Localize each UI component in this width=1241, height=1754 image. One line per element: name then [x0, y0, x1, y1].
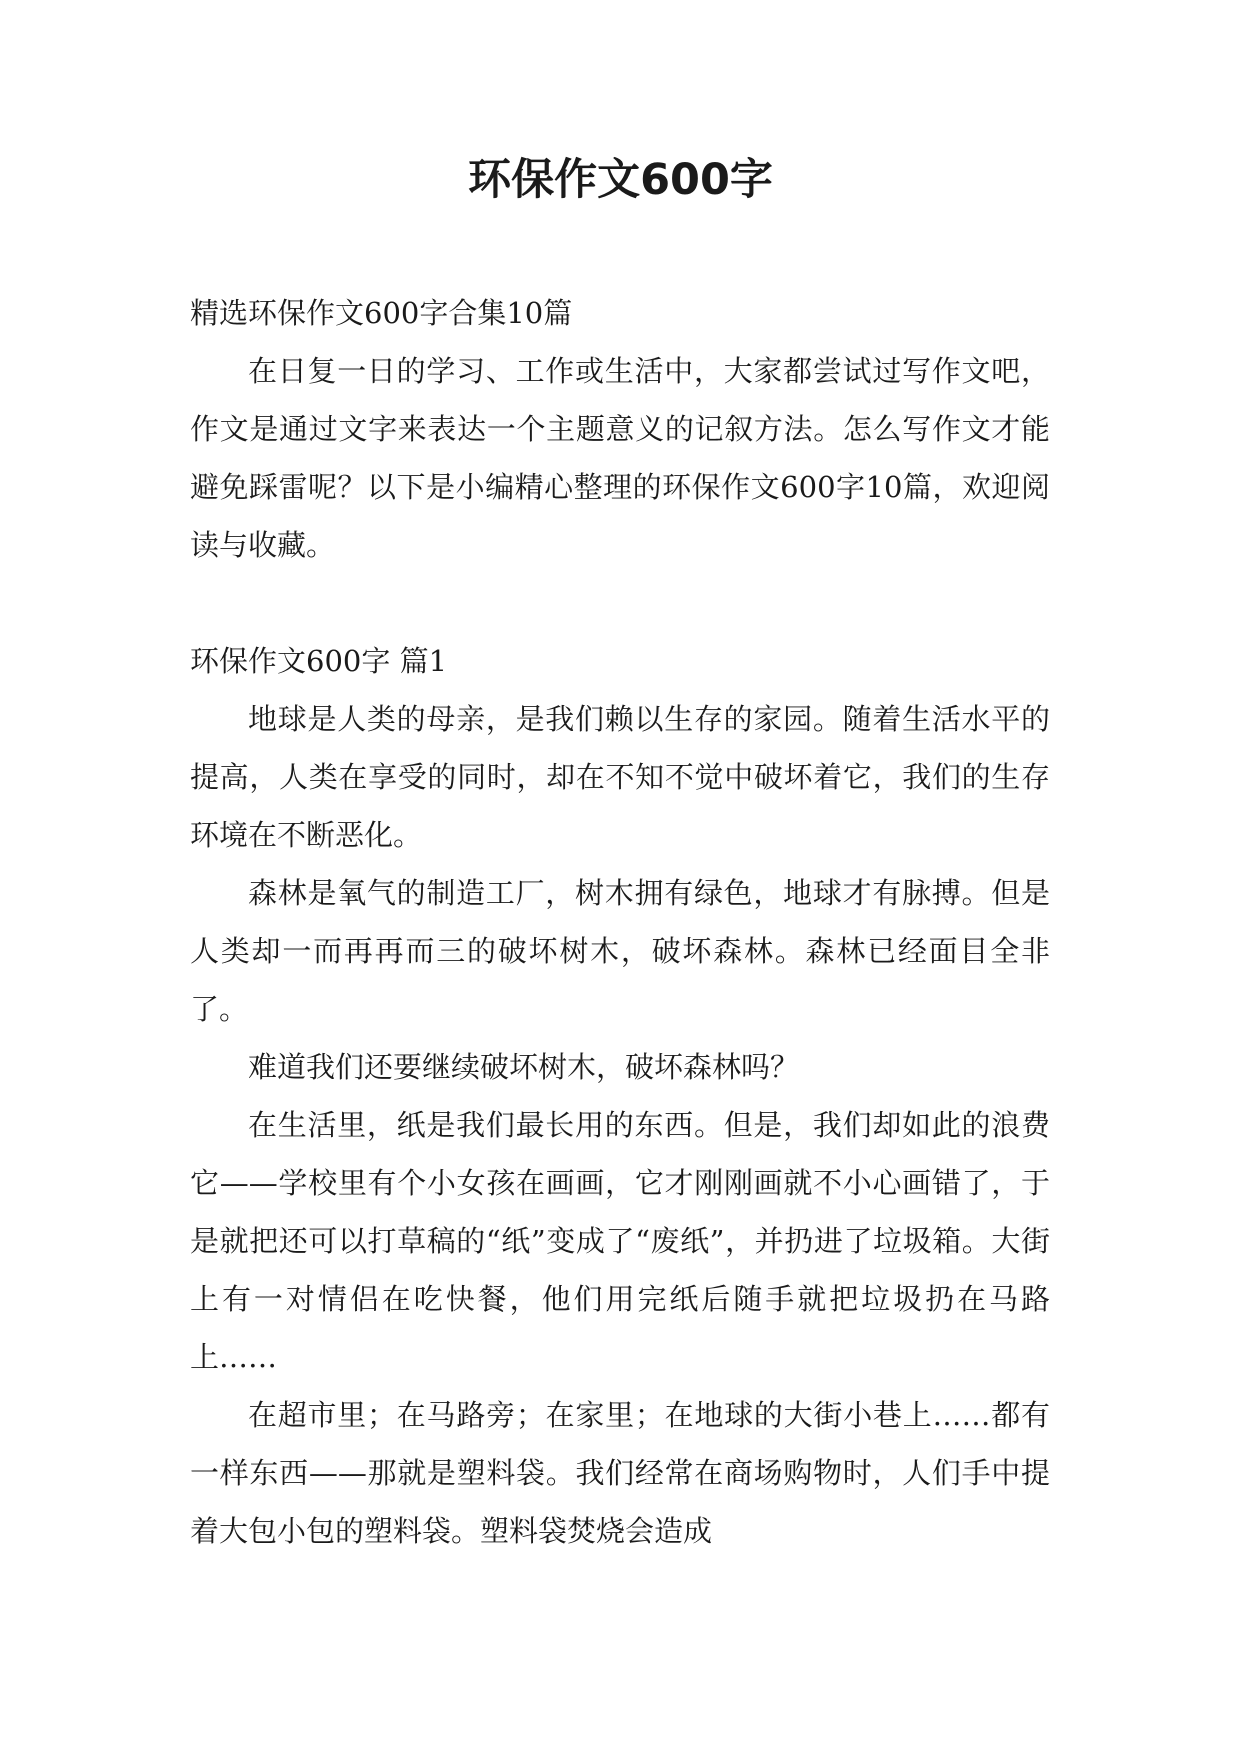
document-title: 环保作文600字 [468, 155, 773, 205]
intro-paragraph: 在日复一日的学习、工作或生活中，大家都尝试过写作文吧，作文是通过文字来表达一个主题意义的记叙方法。怎么写作文才能避免踩雷呢？以下是小编精心整理的环保作文600字10篇，欢迎阅读与收藏。 [190, 354, 1050, 562]
body-paragraph: 难道我们还要继续破坏树木，破坏森林吗？ [248, 1050, 800, 1084]
collection-heading: 精选环保作文600字合集10篇 [190, 296, 573, 330]
section-heading: 环保作文600字 篇1 [190, 644, 448, 678]
section-spacer [190, 574, 1050, 632]
body-paragraph: 森林是氧气的制造工厂，树木拥有绿色，地球才有脉搏。但是人类却一而再再而三的破坏树木，破坏森林。森林已经面目全非了。 [190, 876, 1050, 1026]
body-paragraph: 在生活里，纸是我们最长用的东西。但是，我们却如此的浪费它——学校里有个小女孩在画画，它才刚刚画就不小心画错了，于是就把还可以打草稿的“纸”变成了“废纸”，并扔进了垃圾箱。大街上有一对情侣在吃快餐，他们用完纸后随手就把垃圾扔在马路上…… [190, 1108, 1050, 1374]
body-paragraph: 在超市里；在马路旁；在家里；在地球的大街小巷上……都有一样东西——那就是塑料袋。我们经常在商场购物时，人们手中提着大包小包的塑料袋。塑料袋焚烧会造成 [190, 1398, 1050, 1548]
body-paragraph: 地球是人类的母亲，是我们赖以生存的家园。随着生活水平的提高，人类在享受的同时，却在不知不觉中破坏着它，我们的生存环境在不断恶化。 [190, 702, 1050, 852]
document-body [190, 284, 1050, 1560]
